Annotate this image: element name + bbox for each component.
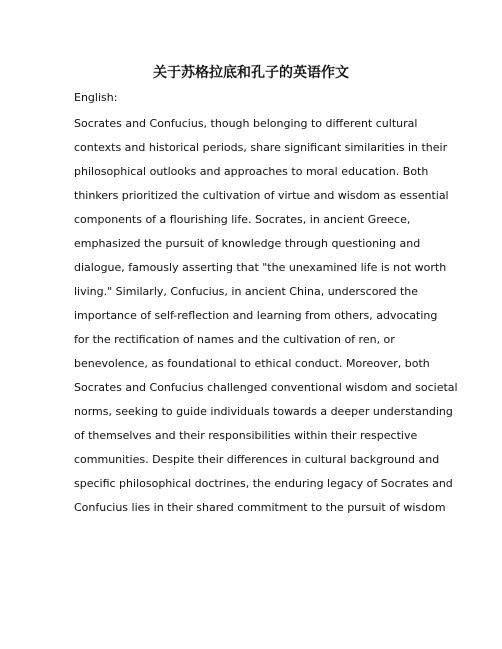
section-label: English:	[74, 91, 118, 104]
essay-line: specific philosophical doctrines, the enduring legacy of Socrates and	[74, 477, 453, 490]
essay-line: of themselves and their responsibilities within their respective	[74, 429, 418, 442]
essay-line: Socrates and Confucius, though belonging to different cultural	[74, 117, 418, 130]
document-title: 关于苏格拉底和孔子的英语作文	[153, 65, 349, 81]
essay-line: benevolence, as foundational to ethical conduct. Moreover, both	[74, 357, 430, 370]
essay-line: contexts and historical periods, share significant similarities in their	[74, 141, 448, 154]
essay-line: Socrates and Confucius challenged conventional wisdom and societal	[74, 381, 458, 394]
essay-line: components of a flourishing life. Socrates, in ancient Greece,	[74, 213, 411, 226]
essay-line: dialogue, famously asserting that "the unexamined life is not worth	[74, 261, 447, 274]
essay-body	[74, 112, 458, 520]
essay-line: for the rectification of names and the cultivation of ren, or	[74, 333, 395, 346]
essay-line: philosophical outlooks and approaches to moral education. Both	[74, 165, 429, 178]
essay-line: thinkers prioritized the cultivation of virtue and wisdom as essential	[74, 189, 449, 202]
essay-line: importance of self-reflection and learning from others, advocating	[74, 309, 438, 322]
essay-line: living." Similarly, Confucius, in ancient China, underscored the	[74, 285, 419, 298]
essay-line: Confucius lies in their shared commitment to the pursuit of wisdom	[74, 501, 446, 514]
essay-line: emphasized the pursuit of knowledge through questioning and	[74, 237, 421, 250]
essay-line: norms, seeking to guide individuals towards a deeper understanding	[74, 405, 453, 418]
essay-line: communities. Despite their differences in cultural background and	[74, 453, 440, 466]
